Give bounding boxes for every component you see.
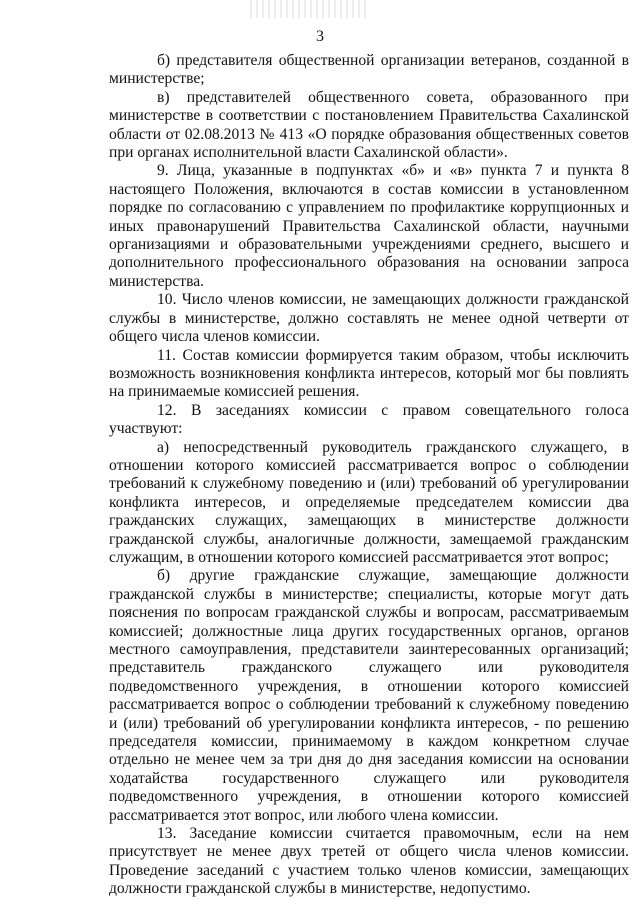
paragraph-clause-12-a: а) непосредственный руководитель гражданского служащего, в отношении которого комиссией рассматривается вопрос о соблюдении требований к служебному поведению и (или) требований об урегулировании конфликта интересов, и определяемые председателем комиссии два гражданских служащих, замещающих в министерстве должности гражданской службы, аналогичные должности, замещаемой гражданским служащим, в отношении которого комиссией рассматривается этот вопрос; (109, 438, 629, 566)
paragraph-clause-12-b: б) другие гражданские служащие, замещающие должности гражданской службы в министерстве; специалисты, которые могут дать пояснения по вопросам гражданской службы и вопросам, рассматриваемым комиссией; должностные лица других государственных органов, органов местного самоуправления, представители заинтересованных организаций; представитель гражданского служащего или руководителя подведомственного учреждения, в отношении которого комиссией рассматривается вопрос о соблюдении требований к служебному поведению и (или) требований об урегулировании конфликта интересов, - по решению председателя комиссии, принимаемому в каждом конкретном случае отдельно не менее чем за три дня до дня заседания комиссии на основании ходатайства государственного служащего или руководителя подведомственного учреждения, в отношении которого комиссией рассматривается этот вопрос, или любого члена комиссии. (109, 567, 629, 824)
paragraph-clause-10: 10. Число членов комиссии, не замещающих должности гражданской службы в министерстве, должно составлять не менее одной четверти от общего числа членов комиссии. (109, 291, 629, 346)
paragraph-clause-12: 12. В заседаниях комиссии с правом совещательного голоса участвуют: (109, 401, 629, 438)
page-number: 3 (316, 28, 324, 45)
document-body (109, 52, 629, 899)
paragraph-subitem-v-public-council: в) представителей общественного совета, образованного при министерстве в соответствии с постановлением Правительства Сахалинской области от 02.08.2013 № 413 «О порядке образования общественных советов при органах исполнительной власти Сахалинской области». (109, 88, 629, 162)
paragraph-clause-9: 9. Лица, указанные в подпунктах «б» и «в» пункта 7 и пункта 8 настоящего Положения, включаются в состав комиссии в установленном порядке по согласованию с управлением по профилактике коррупционных и иных правонарушений Правительства Сахалинской области, научными организациями и образовательными учреждениями среднего, высшего и дополнительного профессионального образования на основании запроса министерства. (109, 162, 629, 290)
paragraph-clause-13: 13. Заседание комиссии считается правомочным, если на нем присутствует не менее двух третей от общего числа членов комиссии. Проведение заседаний с участием только членов комиссии, замещающих должности гражданской службы в министерстве, недопустимо. (109, 825, 629, 898)
paragraph-subitem-b-veterans: б) представителя общественной организации ветеранов, созданной в министерстве; (109, 52, 629, 88)
paragraph-clause-11: 11. Состав комиссии формируется таким образом, чтобы исключить возможность возникновения конфликта интересов, который мог бы повлиять на принимаемые комиссией решения. (109, 346, 629, 401)
scan-artifact (250, 0, 370, 18)
